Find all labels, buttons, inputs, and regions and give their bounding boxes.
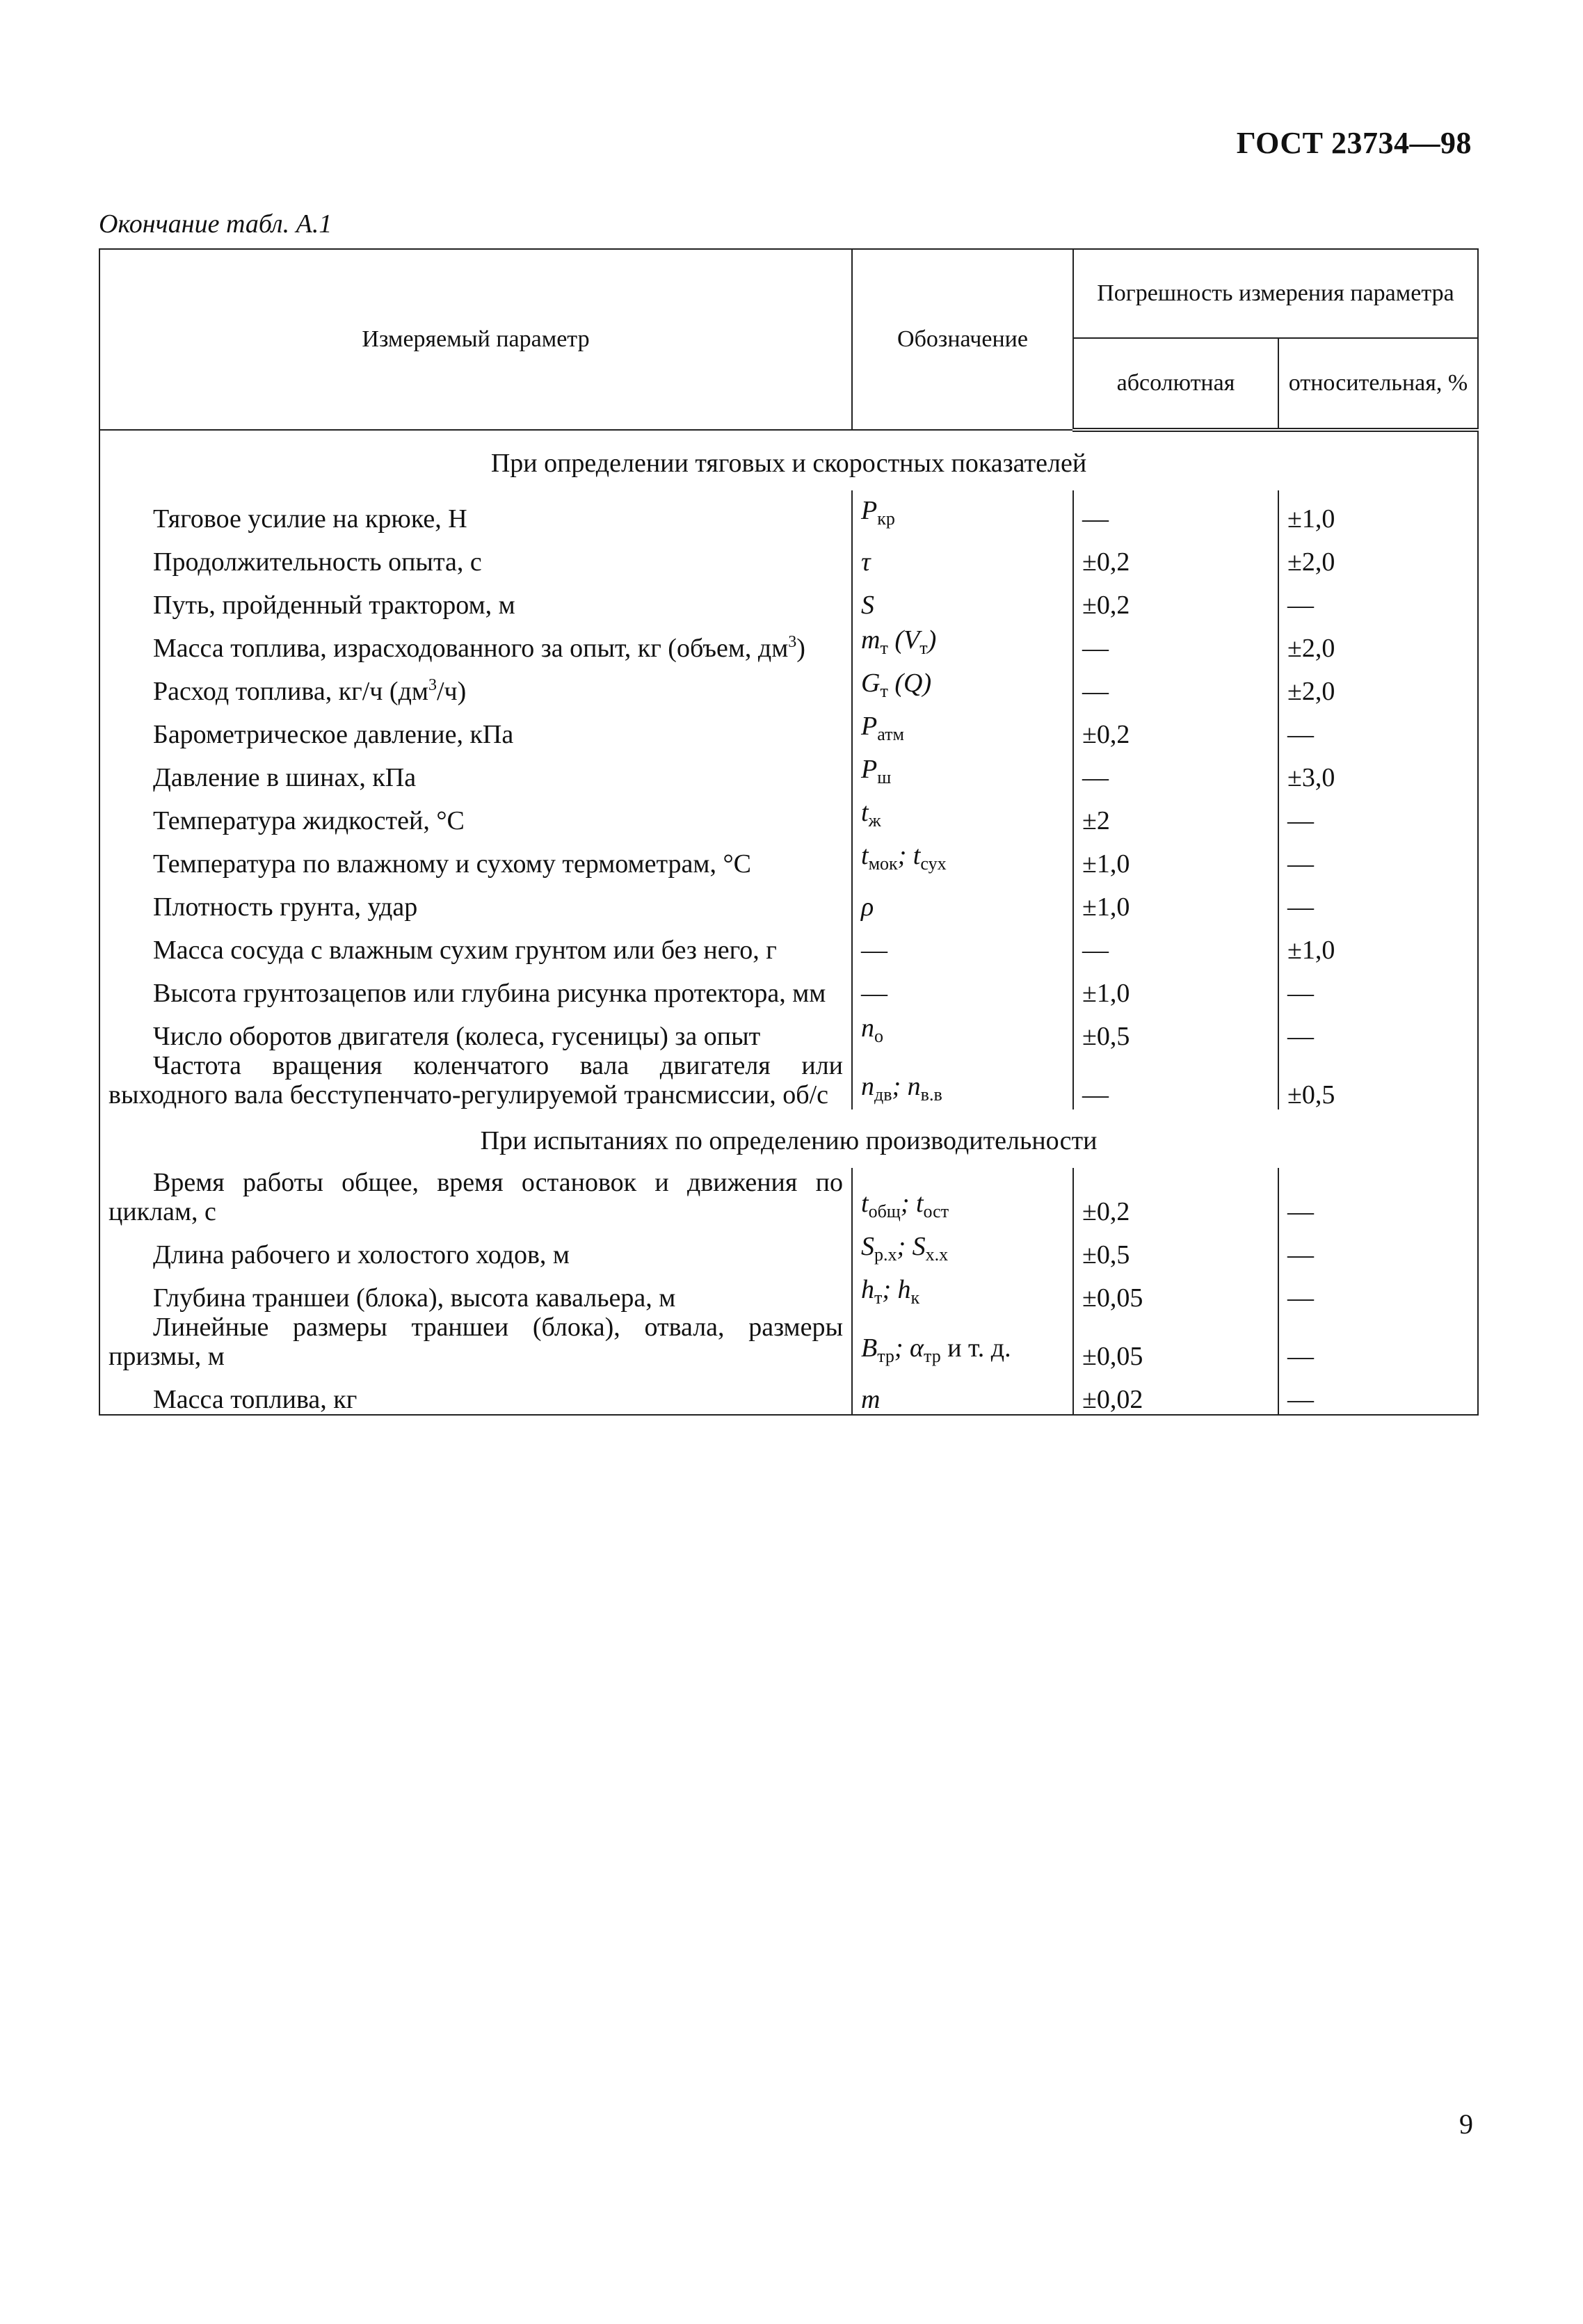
parameter-cell: Время работы общее, время остановок и движения по циклам, с (99, 1168, 852, 1226)
page-number: 9 (1459, 2108, 1473, 2140)
section-row (99, 1109, 1478, 1168)
parameter-cell: Длина рабочего и холостого ходов, м (99, 1226, 852, 1269)
header-error: Погрешность измерения параметра (1073, 249, 1478, 338)
absolute-error-cell: ±0,2 (1073, 577, 1278, 620)
parameter-cell: Число оборотов двигателя (колеса, гусеницы) за опыт (99, 1008, 852, 1051)
symbol-cell: $t_{общ}$; $t_{ост}$ (852, 1168, 1073, 1226)
header-relative: относительная, % (1278, 338, 1478, 430)
header-parameter: Измеряемый параметр (99, 249, 852, 430)
relative-error-cell: — (1278, 1269, 1478, 1313)
table-row (99, 620, 1478, 663)
symbol-cell: $P_ш$ (852, 749, 1073, 792)
table-row (99, 1371, 1478, 1415)
parameter-cell: Барометрическое давление, кПа (99, 706, 852, 749)
table-row (99, 490, 1478, 534)
relative-error-cell: ±0,5 (1278, 1051, 1478, 1109)
table-row (99, 1051, 1478, 1109)
parameter-cell: Масса топлива, кг (99, 1371, 852, 1415)
header-symbol: Обозначение (852, 249, 1073, 430)
table-row (99, 534, 1478, 577)
relative-error-cell: — (1278, 1168, 1478, 1226)
relative-error-cell: — (1278, 965, 1478, 1008)
symbol-cell: $t_{мок}$; $t_{сух}$ (852, 835, 1073, 879)
absolute-error-cell: — (1073, 749, 1278, 792)
symbol-cell: $n_{дв}$; $n_{в.в}$ (852, 1051, 1073, 1109)
absolute-error-cell: ±0,5 (1073, 1226, 1278, 1269)
table-row (99, 792, 1478, 835)
parameter-cell: Глубина траншеи (блока), высота кавальера, м (99, 1269, 852, 1313)
table-row (99, 1168, 1478, 1226)
table-row (99, 706, 1478, 749)
symbol-cell: $S_{р.х}$; $S_{х.х}$ (852, 1226, 1073, 1269)
relative-error-cell: — (1278, 1371, 1478, 1415)
symbol-cell: $m_т$ $(V_т)$ (852, 620, 1073, 663)
relative-error-cell: — (1278, 577, 1478, 620)
relative-error-cell: ±1,0 (1278, 922, 1478, 965)
relative-error-cell: — (1278, 1008, 1478, 1051)
parameter-cell: Продолжительность опыта, с (99, 534, 852, 577)
parameter-cell: Температура по влажному и сухому термометрам, °С (99, 835, 852, 879)
symbol-cell: $B_{тр}$; $\alpha_{тр}$ и т. д. (852, 1313, 1073, 1371)
absolute-error-cell: ±0,02 (1073, 1371, 1278, 1415)
parameter-cell: Плотность грунта, удар (99, 879, 852, 922)
symbol-cell: $P_{кр}$ (852, 490, 1073, 534)
parameter-cell: Тяговое усилие на крюке, Н (99, 490, 852, 534)
table-row (99, 1226, 1478, 1269)
absolute-error-cell: ±2 (1073, 792, 1278, 835)
absolute-error-cell: ±1,0 (1073, 965, 1278, 1008)
absolute-error-cell: — (1073, 1051, 1278, 1109)
table-body (99, 430, 1478, 1415)
absolute-error-cell: ±0,05 (1073, 1313, 1278, 1371)
absolute-error-cell: ±0,2 (1073, 1168, 1278, 1226)
relative-error-cell: ±3,0 (1278, 749, 1478, 792)
symbol-cell: $h_т$; $h_к$ (852, 1269, 1073, 1313)
symbol-cell: $n_о$ (852, 1008, 1073, 1051)
parameter-cell: Частота вращения коленчатого вала двигателя или выходного вала бесступенчато-регулируемой трансмиссии, об/с (99, 1051, 852, 1109)
relative-error-cell: — (1278, 879, 1478, 922)
table-row (99, 879, 1478, 922)
symbol-cell: — (852, 965, 1073, 1008)
section-title: При определении тяговых и скоростных показателей (99, 430, 1478, 490)
relative-error-cell: ±2,0 (1278, 663, 1478, 706)
parameter-cell: Путь, пройденный трактором, м (99, 577, 852, 620)
relative-error-cell: — (1278, 706, 1478, 749)
absolute-error-cell: ±1,0 (1073, 879, 1278, 922)
absolute-error-cell: — (1073, 663, 1278, 706)
absolute-error-cell: ±0,05 (1073, 1269, 1278, 1313)
symbol-cell: m (852, 1371, 1073, 1415)
parameter-cell: Давление в шинах, кПа (99, 749, 852, 792)
parameter-cell: Линейные размеры траншеи (блока), отвала, размеры призмы, м (99, 1313, 852, 1371)
table-row (99, 965, 1478, 1008)
relative-error-cell: ±1,0 (1278, 490, 1478, 534)
absolute-error-cell: ±1,0 (1073, 835, 1278, 879)
symbol-cell: S (852, 577, 1073, 620)
absolute-error-cell: ±0,2 (1073, 706, 1278, 749)
symbol-cell: — (852, 922, 1073, 965)
table-row (99, 663, 1478, 706)
table-row (99, 1269, 1478, 1313)
parameter-cell: Расход топлива, кг/ч $(дм^3/ч)$ (99, 663, 852, 706)
relative-error-cell: ±2,0 (1278, 620, 1478, 663)
table-row (99, 922, 1478, 965)
table-row (99, 835, 1478, 879)
absolute-error-cell: ±0,5 (1073, 1008, 1278, 1051)
table-row (99, 749, 1478, 792)
absolute-error-cell: ±0,2 (1073, 534, 1278, 577)
table-row (99, 1313, 1478, 1371)
relative-error-cell: — (1278, 835, 1478, 879)
symbol-cell: $t_ж$ (852, 792, 1073, 835)
symbol-cell: $P_{атм}$ (852, 706, 1073, 749)
symbol-cell: $G_т$ (Q) (852, 663, 1073, 706)
table-row (99, 1008, 1478, 1051)
document-code: ГОСТ 23734—98 (1236, 126, 1472, 160)
parameter-cell: Масса топлива, израсходованного за опыт, кг (объем, $дм^3$) (99, 620, 852, 663)
relative-error-cell: — (1278, 1313, 1478, 1371)
relative-error-cell: ±2,0 (1278, 534, 1478, 577)
measurement-table (99, 248, 1479, 1416)
parameter-cell: Масса сосуда с влажным сухим грунтом или без него, г (99, 922, 852, 965)
table-caption: Окончание табл. А.1 (99, 209, 332, 239)
header-absolute: абсолютная (1073, 338, 1278, 430)
relative-error-cell: — (1278, 1226, 1478, 1269)
table-row (99, 577, 1478, 620)
parameter-cell: Высота грунтозацепов или глубина рисунка протектора, мм (99, 965, 852, 1008)
section-row (99, 430, 1478, 490)
symbol-cell: ρ (852, 879, 1073, 922)
symbol-cell: τ (852, 534, 1073, 577)
absolute-error-cell: — (1073, 490, 1278, 534)
section-title: При испытаниях по определению производительности (99, 1109, 1478, 1168)
absolute-error-cell: — (1073, 620, 1278, 663)
relative-error-cell: — (1278, 792, 1478, 835)
parameter-cell: Температура жидкостей, °С (99, 792, 852, 835)
absolute-error-cell: — (1073, 922, 1278, 965)
table-header (99, 249, 1478, 430)
